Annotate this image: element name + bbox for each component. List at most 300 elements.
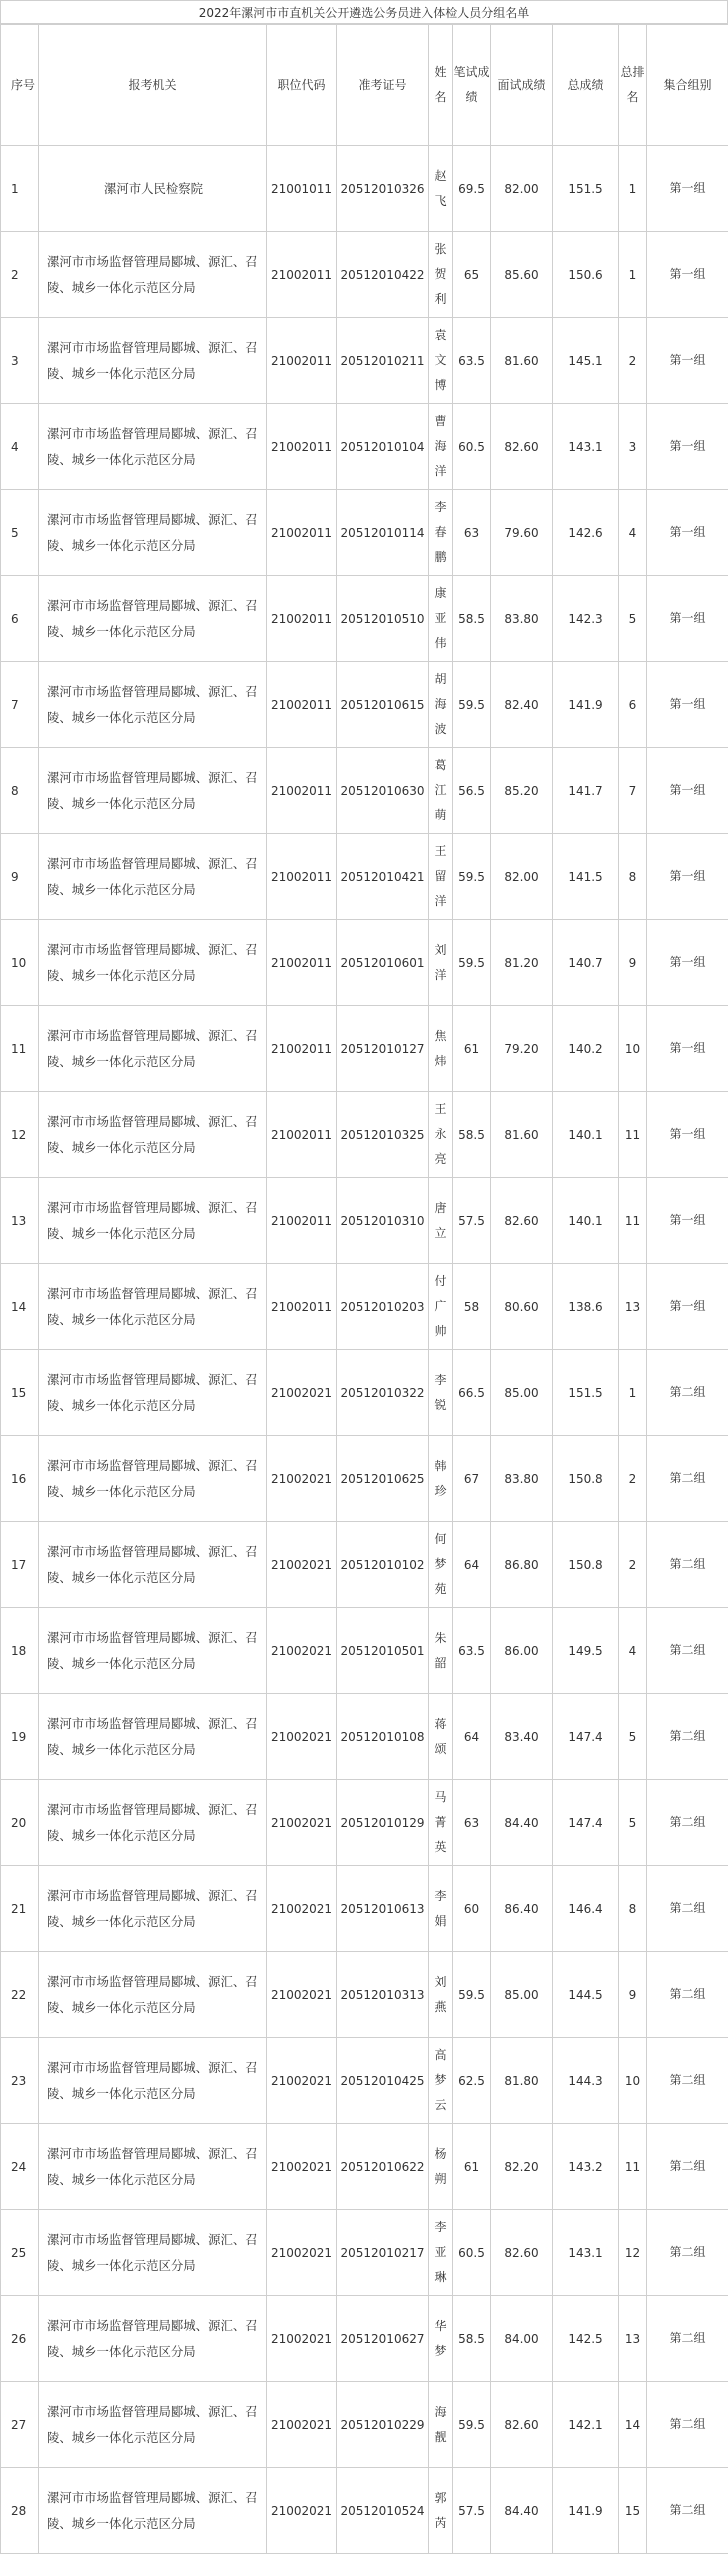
table-row [1, 662, 728, 748]
cell-interview: 84.40 [491, 1780, 553, 1866]
cell-name: 刘洋 [429, 920, 453, 1006]
cell-name: 华梦 [429, 2296, 453, 2382]
cell-interview: 82.60 [491, 404, 553, 490]
cell-ticket: 20512010313 [337, 1952, 429, 2038]
cell-rank: 15 [619, 2468, 647, 2554]
cell-rank: 2 [619, 318, 647, 404]
table-row [1, 1436, 728, 1522]
cell-org: 漯河市市场监督管理局郾城、源汇、召陵、城乡一体化示范区分局 [39, 576, 267, 662]
cell-name: 付广帅 [429, 1264, 453, 1350]
cell-interview: 80.60 [491, 1264, 553, 1350]
cell-ticket: 20512010601 [337, 920, 429, 1006]
cell-seq: 3 [1, 318, 39, 404]
cell-org: 漯河市市场监督管理局郾城、源汇、召陵、城乡一体化示范区分局 [39, 2210, 267, 2296]
cell-org: 漯河市市场监督管理局郾城、源汇、召陵、城乡一体化示范区分局 [39, 1952, 267, 2038]
cell-total: 146.4 [553, 1866, 619, 1952]
cell-rank: 9 [619, 920, 647, 1006]
cell-written: 63 [453, 1780, 491, 1866]
cell-group: 第一组 [647, 834, 728, 920]
cell-name: 郭芮 [429, 2468, 453, 2554]
cell-name: 王永亮 [429, 1092, 453, 1178]
cell-org: 漯河市市场监督管理局郾城、源汇、召陵、城乡一体化示范区分局 [39, 1436, 267, 1522]
cell-rank: 8 [619, 834, 647, 920]
cell-interview: 82.40 [491, 662, 553, 748]
cell-name: 马菁英 [429, 1780, 453, 1866]
cell-ticket: 20512010102 [337, 1522, 429, 1608]
table-row [1, 1608, 728, 1694]
cell-ticket: 20512010421 [337, 834, 429, 920]
cell-rank: 13 [619, 1264, 647, 1350]
cell-total: 143.1 [553, 2210, 619, 2296]
cell-group: 第二组 [647, 2038, 728, 2124]
table-row [1, 2468, 728, 2554]
header-group: 集合组别 [647, 25, 728, 146]
cell-written: 58.5 [453, 1092, 491, 1178]
cell-total: 140.1 [553, 1092, 619, 1178]
table-row [1, 232, 728, 318]
cell-ticket: 20512010622 [337, 2124, 429, 2210]
table-row [1, 1694, 728, 1780]
cell-code: 21002011 [267, 232, 337, 318]
cell-written: 59.5 [453, 662, 491, 748]
cell-code: 21002011 [267, 490, 337, 576]
cell-code: 21002011 [267, 920, 337, 1006]
cell-interview: 86.00 [491, 1608, 553, 1694]
cell-group: 第二组 [647, 2296, 728, 2382]
cell-name: 何梦苑 [429, 1522, 453, 1608]
cell-rank: 5 [619, 1694, 647, 1780]
cell-name: 焦炜 [429, 1006, 453, 1092]
cell-total: 145.1 [553, 318, 619, 404]
cell-interview: 82.60 [491, 1178, 553, 1264]
cell-group: 第一组 [647, 662, 728, 748]
cell-org: 漯河市市场监督管理局郾城、源汇、召陵、城乡一体化示范区分局 [39, 2296, 267, 2382]
cell-org: 漯河市市场监督管理局郾城、源汇、召陵、城乡一体化示范区分局 [39, 2124, 267, 2210]
cell-ticket: 20512010501 [337, 1608, 429, 1694]
cell-group: 第一组 [647, 404, 728, 490]
cell-rank: 12 [619, 2210, 647, 2296]
cell-total: 150.8 [553, 1436, 619, 1522]
cell-total: 142.6 [553, 490, 619, 576]
cell-ticket: 20512010104 [337, 404, 429, 490]
cell-ticket: 20512010627 [337, 2296, 429, 2382]
cell-rank: 4 [619, 1608, 647, 1694]
header-ticket: 准考证号 [337, 25, 429, 146]
cell-group: 第二组 [647, 1522, 728, 1608]
cell-seq: 21 [1, 1866, 39, 1952]
cell-ticket: 20512010322 [337, 1350, 429, 1436]
header-total: 总成绩 [553, 25, 619, 146]
cell-rank: 11 [619, 1092, 647, 1178]
cell-seq: 16 [1, 1436, 39, 1522]
cell-written: 66.5 [453, 1350, 491, 1436]
table-row [1, 1780, 728, 1866]
cell-rank: 10 [619, 2038, 647, 2124]
cell-rank: 8 [619, 1866, 647, 1952]
cell-written: 60 [453, 1866, 491, 1952]
cell-written: 59.5 [453, 2382, 491, 2468]
cell-org: 漯河市市场监督管理局郾城、源汇、召陵、城乡一体化示范区分局 [39, 748, 267, 834]
cell-ticket: 20512010613 [337, 1866, 429, 1952]
cell-total: 141.7 [553, 748, 619, 834]
cell-seq: 10 [1, 920, 39, 1006]
cell-group: 第二组 [647, 2124, 728, 2210]
cell-total: 151.5 [553, 146, 619, 232]
cell-interview: 79.60 [491, 490, 553, 576]
cell-name: 袁文博 [429, 318, 453, 404]
cell-group: 第一组 [647, 920, 728, 1006]
cell-group: 第二组 [647, 1350, 728, 1436]
cell-org: 漯河市市场监督管理局郾城、源汇、召陵、城乡一体化示范区分局 [39, 1092, 267, 1178]
results-table [0, 24, 728, 2554]
cell-seq: 1 [1, 146, 39, 232]
cell-ticket: 20512010615 [337, 662, 429, 748]
cell-ticket: 20512010310 [337, 1178, 429, 1264]
cell-code: 21002021 [267, 1608, 337, 1694]
cell-written: 59.5 [453, 1952, 491, 2038]
cell-ticket: 20512010203 [337, 1264, 429, 1350]
cell-ticket: 20512010326 [337, 146, 429, 232]
cell-seq: 5 [1, 490, 39, 576]
cell-written: 57.5 [453, 1178, 491, 1264]
cell-rank: 11 [619, 2124, 647, 2210]
cell-org: 漯河市市场监督管理局郾城、源汇、召陵、城乡一体化示范区分局 [39, 490, 267, 576]
cell-code: 21002021 [267, 2382, 337, 2468]
cell-seq: 12 [1, 1092, 39, 1178]
cell-ticket: 20512010211 [337, 318, 429, 404]
cell-seq: 13 [1, 1178, 39, 1264]
cell-name: 高梦云 [429, 2038, 453, 2124]
cell-interview: 83.80 [491, 1436, 553, 1522]
cell-written: 60.5 [453, 404, 491, 490]
table-row [1, 748, 728, 834]
cell-name: 朱韶 [429, 1608, 453, 1694]
cell-written: 65 [453, 232, 491, 318]
cell-org: 漯河市市场监督管理局郾城、源汇、召陵、城乡一体化示范区分局 [39, 1178, 267, 1264]
cell-name: 杨朔 [429, 2124, 453, 2210]
cell-written: 63 [453, 490, 491, 576]
cell-code: 21002011 [267, 1178, 337, 1264]
cell-interview: 82.60 [491, 2382, 553, 2468]
cell-total: 149.5 [553, 1608, 619, 1694]
cell-code: 21002021 [267, 1866, 337, 1952]
cell-written: 59.5 [453, 920, 491, 1006]
table-row [1, 404, 728, 490]
cell-seq: 25 [1, 2210, 39, 2296]
table-row [1, 2296, 728, 2382]
cell-seq: 22 [1, 1952, 39, 2038]
cell-total: 144.3 [553, 2038, 619, 2124]
cell-group: 第一组 [647, 576, 728, 662]
table-row [1, 1264, 728, 1350]
cell-total: 150.8 [553, 1522, 619, 1608]
cell-org: 漯河市市场监督管理局郾城、源汇、召陵、城乡一体化示范区分局 [39, 920, 267, 1006]
cell-org: 漯河市市场监督管理局郾城、源汇、召陵、城乡一体化示范区分局 [39, 1608, 267, 1694]
table-row [1, 1350, 728, 1436]
cell-seq: 11 [1, 1006, 39, 1092]
cell-code: 21002021 [267, 1350, 337, 1436]
cell-rank: 3 [619, 404, 647, 490]
cell-seq: 18 [1, 1608, 39, 1694]
cell-total: 151.5 [553, 1350, 619, 1436]
cell-code: 21002021 [267, 1952, 337, 2038]
cell-group: 第一组 [647, 1006, 728, 1092]
cell-written: 69.5 [453, 146, 491, 232]
cell-group: 第二组 [647, 1608, 728, 1694]
cell-total: 147.4 [553, 1780, 619, 1866]
cell-name: 胡海波 [429, 662, 453, 748]
cell-seq: 9 [1, 834, 39, 920]
cell-group: 第二组 [647, 1694, 728, 1780]
cell-interview: 82.60 [491, 2210, 553, 2296]
cell-total: 141.5 [553, 834, 619, 920]
cell-ticket: 20512010510 [337, 576, 429, 662]
cell-written: 60.5 [453, 2210, 491, 2296]
cell-code: 21002011 [267, 1092, 337, 1178]
cell-total: 142.1 [553, 2382, 619, 2468]
header-name: 姓名 [429, 25, 453, 146]
cell-total: 144.5 [553, 1952, 619, 2038]
table-row [1, 1952, 728, 2038]
cell-written: 57.5 [453, 2468, 491, 2554]
cell-ticket: 20512010425 [337, 2038, 429, 2124]
cell-group: 第二组 [647, 1436, 728, 1522]
cell-interview: 82.00 [491, 146, 553, 232]
cell-rank: 1 [619, 146, 647, 232]
cell-code: 21002021 [267, 1780, 337, 1866]
cell-org: 漯河市市场监督管理局郾城、源汇、召陵、城乡一体化示范区分局 [39, 404, 267, 490]
cell-org: 漯河市市场监督管理局郾城、源汇、召陵、城乡一体化示范区分局 [39, 318, 267, 404]
cell-written: 59.5 [453, 834, 491, 920]
cell-org: 漯河市市场监督管理局郾城、源汇、召陵、城乡一体化示范区分局 [39, 2382, 267, 2468]
cell-rank: 6 [619, 662, 647, 748]
cell-written: 61 [453, 2124, 491, 2210]
cell-total: 143.1 [553, 404, 619, 490]
cell-org: 漯河市市场监督管理局郾城、源汇、召陵、城乡一体化示范区分局 [39, 1866, 267, 1952]
cell-ticket: 20512010127 [337, 1006, 429, 1092]
cell-rank: 2 [619, 1436, 647, 1522]
cell-interview: 85.60 [491, 232, 553, 318]
cell-org: 漯河市市场监督管理局郾城、源汇、召陵、城乡一体化示范区分局 [39, 232, 267, 318]
cell-rank: 10 [619, 1006, 647, 1092]
cell-seq: 17 [1, 1522, 39, 1608]
table-row [1, 490, 728, 576]
cell-code: 21002021 [267, 2038, 337, 2124]
cell-ticket: 20512010129 [337, 1780, 429, 1866]
cell-group: 第二组 [647, 1866, 728, 1952]
cell-code: 21002011 [267, 576, 337, 662]
cell-written: 62.5 [453, 2038, 491, 2124]
cell-group: 第一组 [647, 232, 728, 318]
header-row [1, 25, 728, 146]
cell-org: 漯河市市场监督管理局郾城、源汇、召陵、城乡一体化示范区分局 [39, 1006, 267, 1092]
cell-code: 21002021 [267, 2296, 337, 2382]
cell-total: 141.9 [553, 662, 619, 748]
cell-total: 140.2 [553, 1006, 619, 1092]
cell-interview: 83.40 [491, 1694, 553, 1780]
cell-interview: 81.60 [491, 1092, 553, 1178]
cell-name: 蒋颂 [429, 1694, 453, 1780]
cell-code: 21002021 [267, 2124, 337, 2210]
cell-written: 61 [453, 1006, 491, 1092]
cell-code: 21002021 [267, 1436, 337, 1522]
table-row [1, 2038, 728, 2124]
cell-total: 138.6 [553, 1264, 619, 1350]
cell-name: 李亚琳 [429, 2210, 453, 2296]
cell-code: 21002011 [267, 1006, 337, 1092]
cell-ticket: 20512010325 [337, 1092, 429, 1178]
cell-interview: 82.00 [491, 834, 553, 920]
cell-total: 147.4 [553, 1694, 619, 1780]
cell-rank: 5 [619, 576, 647, 662]
cell-seq: 23 [1, 2038, 39, 2124]
cell-written: 58.5 [453, 576, 491, 662]
cell-name: 王留洋 [429, 834, 453, 920]
cell-seq: 8 [1, 748, 39, 834]
cell-total: 142.3 [553, 576, 619, 662]
cell-org: 漯河市市场监督管理局郾城、源汇、召陵、城乡一体化示范区分局 [39, 1780, 267, 1866]
cell-ticket: 20512010108 [337, 1694, 429, 1780]
table-row [1, 1178, 728, 1264]
cell-written: 58 [453, 1264, 491, 1350]
cell-code: 21002021 [267, 2468, 337, 2554]
cell-code: 21002011 [267, 834, 337, 920]
header-org: 报考机关 [39, 25, 267, 146]
cell-name: 康亚伟 [429, 576, 453, 662]
cell-seq: 20 [1, 1780, 39, 1866]
cell-ticket: 20512010114 [337, 490, 429, 576]
cell-code: 21002011 [267, 662, 337, 748]
cell-name: 刘燕 [429, 1952, 453, 2038]
cell-rank: 14 [619, 2382, 647, 2468]
cell-interview: 79.20 [491, 1006, 553, 1092]
cell-interview: 85.20 [491, 748, 553, 834]
cell-code: 21002021 [267, 1522, 337, 1608]
table-row [1, 318, 728, 404]
cell-org: 漯河市市场监督管理局郾城、源汇、召陵、城乡一体化示范区分局 [39, 1522, 267, 1608]
cell-rank: 7 [619, 748, 647, 834]
cell-code: 21002011 [267, 404, 337, 490]
cell-seq: 24 [1, 2124, 39, 2210]
table-row [1, 2382, 728, 2468]
table-row [1, 920, 728, 1006]
cell-ticket: 20512010630 [337, 748, 429, 834]
cell-name: 曹海洋 [429, 404, 453, 490]
header-seq: 序号 [1, 25, 39, 146]
cell-name: 李锐 [429, 1350, 453, 1436]
cell-interview: 84.00 [491, 2296, 553, 2382]
cell-org: 漯河市市场监督管理局郾城、源汇、召陵、城乡一体化示范区分局 [39, 1264, 267, 1350]
cell-written: 58.5 [453, 2296, 491, 2382]
cell-code: 21002021 [267, 1694, 337, 1780]
cell-code: 21002011 [267, 318, 337, 404]
cell-name: 海靓 [429, 2382, 453, 2468]
cell-org: 漯河市市场监督管理局郾城、源汇、召陵、城乡一体化示范区分局 [39, 2468, 267, 2554]
cell-interview: 81.80 [491, 2038, 553, 2124]
table-row [1, 1866, 728, 1952]
cell-total: 142.5 [553, 2296, 619, 2382]
page-title: 2022年漯河市市直机关公开遴选公务员进入体检人员分组名单 [0, 0, 728, 24]
cell-ticket: 20512010524 [337, 2468, 429, 2554]
table-row [1, 2124, 728, 2210]
cell-rank: 11 [619, 1178, 647, 1264]
cell-org: 漯河市市场监督管理局郾城、源汇、召陵、城乡一体化示范区分局 [39, 2038, 267, 2124]
cell-rank: 4 [619, 490, 647, 576]
cell-rank: 13 [619, 2296, 647, 2382]
cell-rank: 1 [619, 232, 647, 318]
header-code: 职位代码 [267, 25, 337, 146]
cell-group: 第一组 [647, 146, 728, 232]
cell-written: 64 [453, 1694, 491, 1780]
cell-code: 21002011 [267, 748, 337, 834]
cell-seq: 7 [1, 662, 39, 748]
table-row [1, 1522, 728, 1608]
cell-org: 漯河市市场监督管理局郾城、源汇、召陵、城乡一体化示范区分局 [39, 662, 267, 748]
cell-total: 140.7 [553, 920, 619, 1006]
cell-interview: 85.00 [491, 1350, 553, 1436]
cell-code: 21002021 [267, 2210, 337, 2296]
cell-group: 第二组 [647, 1780, 728, 1866]
cell-group: 第一组 [647, 318, 728, 404]
table-row [1, 2210, 728, 2296]
cell-group: 第一组 [647, 1178, 728, 1264]
cell-seq: 6 [1, 576, 39, 662]
cell-interview: 86.40 [491, 1866, 553, 1952]
cell-name: 李娟 [429, 1866, 453, 1952]
cell-interview: 86.80 [491, 1522, 553, 1608]
cell-seq: 26 [1, 2296, 39, 2382]
cell-code: 21001011 [267, 146, 337, 232]
cell-ticket: 20512010625 [337, 1436, 429, 1522]
cell-written: 64 [453, 1522, 491, 1608]
cell-name: 赵飞 [429, 146, 453, 232]
cell-total: 143.2 [553, 2124, 619, 2210]
cell-written: 63.5 [453, 1608, 491, 1694]
cell-code: 21002011 [267, 1264, 337, 1350]
cell-rank: 9 [619, 1952, 647, 2038]
cell-org: 漯河市人民检察院 [39, 146, 267, 232]
cell-total: 141.9 [553, 2468, 619, 2554]
cell-seq: 4 [1, 404, 39, 490]
cell-interview: 81.20 [491, 920, 553, 1006]
cell-seq: 15 [1, 1350, 39, 1436]
cell-group: 第二组 [647, 1952, 728, 2038]
cell-written: 56.5 [453, 748, 491, 834]
cell-ticket: 20512010422 [337, 232, 429, 318]
cell-org: 漯河市市场监督管理局郾城、源汇、召陵、城乡一体化示范区分局 [39, 834, 267, 920]
cell-interview: 82.20 [491, 2124, 553, 2210]
table-row [1, 1006, 728, 1092]
cell-name: 葛江萌 [429, 748, 453, 834]
cell-group: 第一组 [647, 1264, 728, 1350]
header-rank: 总排名 [619, 25, 647, 146]
cell-total: 140.1 [553, 1178, 619, 1264]
cell-org: 漯河市市场监督管理局郾城、源汇、召陵、城乡一体化示范区分局 [39, 1694, 267, 1780]
cell-rank: 2 [619, 1522, 647, 1608]
header-interview: 面试成绩 [491, 25, 553, 146]
cell-name: 唐立 [429, 1178, 453, 1264]
cell-rank: 5 [619, 1780, 647, 1866]
cell-written: 67 [453, 1436, 491, 1522]
cell-group: 第一组 [647, 1092, 728, 1178]
cell-interview: 83.80 [491, 576, 553, 662]
table-row [1, 576, 728, 662]
table-row [1, 146, 728, 232]
cell-ticket: 20512010229 [337, 2382, 429, 2468]
cell-interview: 85.00 [491, 1952, 553, 2038]
cell-written: 63.5 [453, 318, 491, 404]
cell-org: 漯河市市场监督管理局郾城、源汇、召陵、城乡一体化示范区分局 [39, 1350, 267, 1436]
